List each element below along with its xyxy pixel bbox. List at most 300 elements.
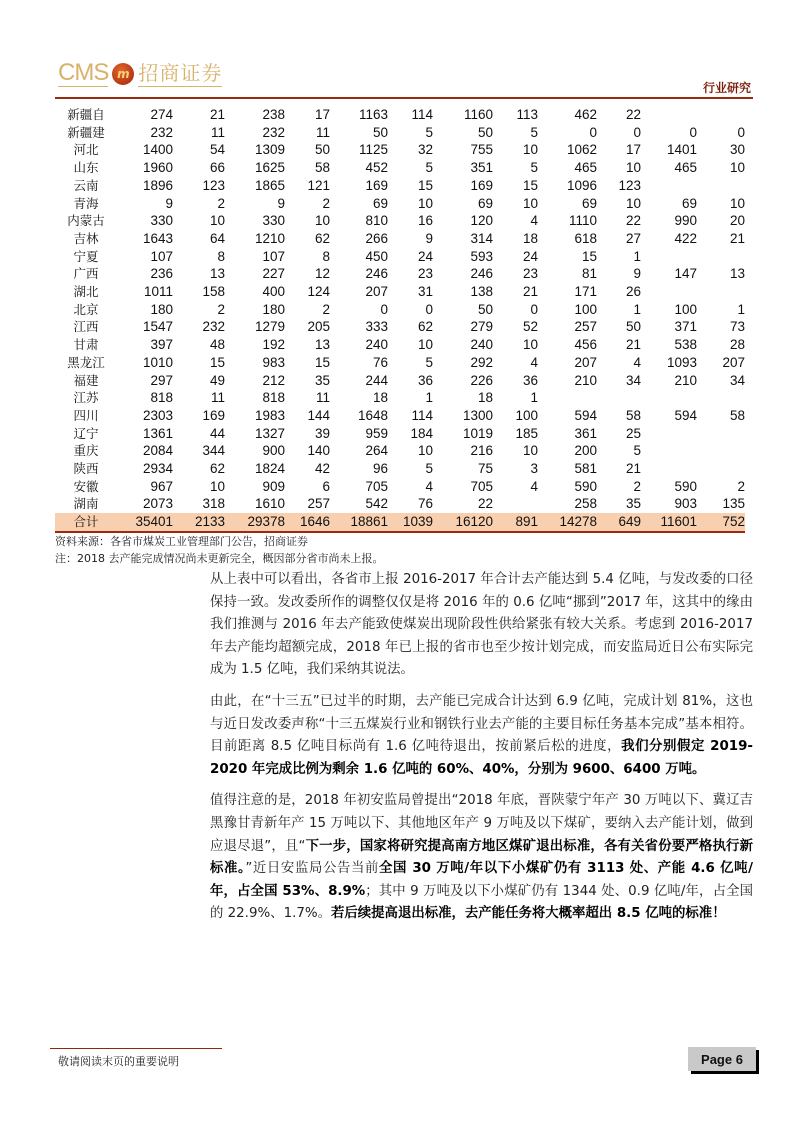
value-cell: 48 [209,337,225,353]
value-cell: 34 [729,372,745,388]
value-cell: 107 [150,248,173,264]
value-cell: 5 [425,461,433,477]
value-cell: 135 [722,496,745,512]
value-cell: 705 [470,478,493,494]
value-cell: 216 [470,443,493,459]
value-cell: 900 [262,443,285,459]
logo-seal-icon: m [112,63,134,85]
value-cell: 10 [417,195,433,211]
value-cell: 207 [574,354,597,370]
table-row [55,372,745,390]
value-cell: 184 [410,425,433,441]
value-cell: 236 [150,266,173,282]
value-cell: 2 [322,301,330,317]
value-cell: 264 [365,443,388,459]
value-cell: 959 [365,425,388,441]
value-cell: 17 [314,107,330,122]
value-cell: 2073 [142,496,173,512]
value-cell: 266 [365,230,388,246]
value-cell: 21 [625,337,641,353]
table-row [55,301,745,319]
province-cell: 湖南 [73,496,99,512]
province-cell: 湖北 [73,284,99,300]
value-cell: 238 [262,107,285,122]
value-cell: 2 [737,478,745,494]
section-tag: 行业研究 [702,81,751,95]
value-cell: 66 [209,160,225,176]
value-cell: 10 [209,213,225,229]
value-cell: 4 [425,478,433,494]
value-cell: 169 [470,177,493,193]
value-cell: 18861 [330,513,388,532]
value-cell: 23 [522,266,538,282]
table-row [55,460,745,478]
value-cell: 314 [470,230,493,246]
province-cell: 内蒙古 [67,213,105,229]
province-cell: 青海 [73,195,99,211]
table-row [55,442,745,460]
text: 值得注意的是，2018 年初安监局曾提出“2018 年底，晋陕蒙宁年产 30 万吨以下、冀辽吉黑豫甘青新年产 15 万吨以下、其他地区年产 9 万吨及以下煤矿，要纳入去产能计划，做到应退尽退”，且“ [210,793,753,854]
value-cell [641,442,697,460]
value-cell: 11 [315,390,330,406]
value-cell: 26 [625,284,641,300]
footer-notice: 敬请阅读末页的重要说明 [58,1055,179,1068]
logo-cn: 招商证券 [138,61,223,85]
value-cell: 100 [515,407,538,423]
value-cell: 8 [322,248,330,264]
value-cell: 31 [417,284,433,300]
value-cell: 10 [729,195,745,211]
value-cell: 13 [314,337,330,353]
value-cell: 244 [365,372,388,388]
value-cell: 6 [322,478,330,494]
value-cell: 257 [307,496,330,512]
value-cell: 114 [411,407,433,423]
value-cell: 5 [530,160,538,176]
value-cell: 1361 [142,425,173,441]
province-cell: 福建 [73,372,99,388]
company-logo [58,60,222,87]
value-cell: 9 [277,195,285,211]
table-row [55,177,745,195]
value-cell: 2133 [173,513,225,532]
value-cell: 140 [307,443,330,459]
value-cell: 11 [315,124,330,140]
value-cell: 11601 [641,513,697,532]
value-cell: 2 [217,195,225,211]
value-cell: 232 [150,124,173,140]
value-cell: 124 [307,284,330,300]
value-cell: 1210 [254,230,285,246]
table-row [55,354,745,372]
province-cell: 新疆自 [67,107,105,122]
header-divider [55,97,753,99]
value-cell: 16 [417,213,433,229]
value-cell: 8 [217,248,225,264]
value-cell: 10 [522,443,538,459]
province-cell: 广西 [73,266,99,282]
value-cell: 96 [372,461,388,477]
table-row [55,265,745,283]
value-cell: 1824 [254,461,285,477]
value-cell: 422 [674,230,697,246]
value-cell: 2 [633,478,641,494]
value-cell: 258 [574,496,597,512]
value-cell: 10 [729,160,745,176]
value-cell [697,106,745,124]
value-cell: 351 [470,160,493,176]
table-row [55,106,745,124]
value-cell: 246 [470,266,493,282]
table-row [55,124,745,142]
value-cell: 810 [365,213,388,229]
value-cell: 14278 [538,513,597,532]
paragraph [210,569,753,682]
value-cell: 200 [574,443,597,459]
value-cell: 185 [515,425,538,441]
value-cell [641,283,697,301]
value-cell: 11 [210,124,225,140]
table-row [55,425,745,443]
value-cell [697,283,745,301]
value-cell: 967 [150,478,173,494]
value-cell: 705 [365,478,388,494]
value-cell: 17 [625,142,641,158]
value-cell: 1648 [357,407,388,423]
value-cell: 752 [697,513,745,532]
value-cell: 1896 [142,177,173,193]
value-cell: 16120 [433,513,493,532]
value-cell: 465 [674,160,697,176]
value-cell: 50 [477,301,493,317]
value-cell: 69 [477,195,493,211]
value-cell: 58 [729,407,745,423]
value-cell: 13 [209,266,225,282]
paragraph [210,790,753,926]
value-cell [697,248,745,266]
value-cell: 5 [633,443,641,459]
value-cell: 13 [729,266,745,282]
value-cell: 22 [477,496,493,512]
value-cell [538,389,597,407]
value-cell: 21 [625,461,641,477]
value-cell: 232 [262,124,285,140]
value-cell: 246 [365,266,388,282]
value-cell: 1983 [254,407,285,423]
value-cell: 5 [530,124,538,140]
value-cell: 15 [581,248,597,264]
value-cell: 590 [674,478,697,494]
value-cell: 62 [314,230,330,246]
value-cell: 10 [625,160,641,176]
value-cell: 69 [581,195,597,211]
value-cell: 29378 [225,513,285,532]
value-cell: 120 [470,213,493,229]
paragraph [210,691,753,781]
value-cell [697,460,745,478]
value-cell: 147 [674,266,697,282]
province-cell: 安徽 [73,478,99,494]
bold-text: 我们分别假定 2019-2020 年完成比例为剩余 1.6 亿吨的 60%、40%，分别为 9600、6400 万吨。 [210,739,753,777]
province-cell: 河北 [73,142,99,158]
province-cell: 合计 [55,513,117,532]
table-row [55,407,745,425]
value-cell: 50 [625,319,641,335]
value-cell: 27 [625,230,641,246]
value-cell: 462 [574,107,597,122]
value-cell: 232 [202,319,225,335]
province-cell: 陕西 [73,461,99,477]
text: 由此，在“十三五”已过半的时期，去产能已完成合计达到 6.9 亿吨，完成计划 81%，这也与近日发改委声称“十三五煤炭行业和钢铁行业去产能的主要目标任务基本完成”基本相符。目前距离 8.5 亿吨目标尚有 1.6 亿吨待退出，按前紧后松的进度， [210,693,753,755]
value-cell: 158 [202,284,225,300]
value-cell: 12 [314,266,330,282]
table-row [55,283,745,301]
value-cell: 594 [574,407,597,423]
table-notes [55,533,384,567]
province-cell: 甘肃 [73,337,99,353]
value-cell: 180 [262,301,285,317]
footnote: 注：2018 去产能完成情况尚未更新完全，概因部分省市尚未上报。 [55,552,384,565]
value-cell: 35401 [117,513,173,532]
value-cell [597,389,641,407]
value-cell: 1163 [358,107,388,122]
value-cell: 891 [493,513,538,532]
value-cell: 62 [209,461,225,477]
province-cell: 重庆 [73,443,99,459]
value-cell: 58 [625,407,641,423]
value-cell: 1 [737,301,745,317]
value-cell: 18 [522,230,538,246]
value-cell: 1160 [463,107,493,122]
table-row [55,230,745,248]
value-cell: 3 [530,461,538,477]
value-cell [641,389,697,407]
table-row [55,389,745,407]
value-cell: 113 [516,107,538,122]
value-cell: 5 [425,124,433,140]
province-cell: 云南 [73,177,99,193]
value-cell: 1125 [358,142,388,158]
value-cell: 1865 [254,177,285,193]
value-cell: 344 [202,443,225,459]
value-cell: 30 [729,142,745,158]
value-cell: 207 [365,284,388,300]
value-cell [697,425,745,443]
value-cell: 21 [729,230,745,246]
value-cell: 4 [530,213,538,229]
value-cell: 10 [522,195,538,211]
value-cell: 11 [210,390,225,406]
value-cell: 279 [470,319,493,335]
value-cell: 18 [372,390,388,406]
value-cell: 100 [674,301,697,317]
value-cell: 538 [674,337,697,353]
bold-text: 下一步，国家将研究提高南方地区煤矿退出标准，各有关省份要严格执行新标准。 [210,838,754,877]
value-cell: 15 [417,177,433,193]
page-number: Page 6 [688,1047,756,1071]
value-cell: 1011 [143,284,173,300]
value-cell: 64 [209,230,225,246]
value-cell: 1643 [142,230,173,246]
value-cell: 226 [470,372,493,388]
value-cell: 9 [165,195,173,211]
value-cell: 1110 [568,213,597,229]
value-cell: 0 [689,124,697,140]
value-cell: 169 [202,407,225,423]
value-cell: 9 [425,230,433,246]
value-cell: 36 [522,372,538,388]
table-row [55,248,745,266]
value-cell: 1400 [142,142,173,158]
value-cell: 1309 [254,142,285,158]
value-cell [697,442,745,460]
value-cell: 15 [314,354,330,370]
value-cell: 62 [417,319,433,335]
value-cell: 2934 [142,461,173,477]
value-cell: 10 [417,337,433,353]
value-cell: 1300 [462,407,493,423]
value-cell: 36 [417,372,433,388]
value-cell: 212 [262,372,285,388]
value-cell [641,460,697,478]
table-row [55,495,745,513]
value-cell: 1401 [666,142,697,158]
table-row [55,195,745,213]
value-cell: 22 [625,213,641,229]
value-cell: 39 [314,425,330,441]
province-cell: 辽宁 [73,425,99,441]
table-row [55,336,745,354]
value-cell: 205 [307,319,330,335]
value-cell: 755 [470,142,493,158]
province-cell: 江西 [73,319,99,335]
value-cell: 227 [262,266,285,282]
capacity-table [55,106,745,533]
value-cell: 297 [150,372,173,388]
value-cell: 1 [530,390,538,406]
value-cell: 81 [581,266,597,282]
province-cell: 吉林 [73,230,99,246]
value-cell: 1096 [566,177,597,193]
value-cell: 114 [411,107,433,122]
body-text [210,569,753,935]
value-cell: 25 [625,425,641,441]
table-total-row [55,513,745,532]
value-cell: 397 [150,337,173,353]
value-cell: 107 [262,248,285,264]
value-cell: 5 [425,160,433,176]
value-cell: 58 [314,160,330,176]
value-cell: 983 [262,354,285,370]
value-cell: 292 [470,354,493,370]
value-cell: 456 [574,337,597,353]
value-cell: 818 [150,390,173,406]
value-cell: 18 [477,390,493,406]
value-cell [697,389,745,407]
value-cell: 69 [372,195,388,211]
value-cell: 990 [674,213,697,229]
value-cell: 123 [202,177,225,193]
value-cell: 22 [625,107,641,122]
value-cell: 42 [314,461,330,477]
value-cell: 10 [522,142,538,158]
value-cell: 618 [574,230,597,246]
value-cell: 903 [674,496,697,512]
value-cell: 10 [314,213,330,229]
value-cell: 909 [262,478,285,494]
value-cell: 1019 [462,425,493,441]
value-cell: 50 [314,142,330,158]
value-cell: 1646 [285,513,330,532]
province-cell: 江苏 [73,390,99,406]
table-row [55,318,745,336]
text: 从上表中可以看出，各省市上报 2016-2017 年合计去产能达到 5.4 亿吨，与发改委的口径保持一致。发改委所作的调整仅仅是将 2016 年的 0.6 亿吨“挪到”2017 年，这其中的缘由我们推测与 2016 年去产能致使煤炭出现阶段性供给紧张有较大关系。考虑到 2016-2017 年去产能均超额完成，2018 年已上报的省市也至少按计划完成，而安监局近日公布实际完成为 1.5 亿吨，我们采纳其说法。 [210,572,753,678]
value-cell: 54 [209,142,225,158]
value-cell: 144 [307,407,330,423]
value-cell [641,106,697,124]
value-cell: 138 [470,284,493,300]
value-cell: 590 [574,478,597,494]
value-cell: 581 [574,461,597,477]
value-cell: 1062 [566,142,597,158]
province-cell: 山东 [73,160,99,176]
value-cell: 0 [633,124,641,140]
province-cell: 黑龙江 [67,354,105,370]
value-cell: 121 [307,177,330,193]
value-cell: 34 [625,372,641,388]
logo-en: CMS [58,59,109,86]
province-cell: 新疆建 [67,124,105,140]
value-cell: 180 [150,301,173,317]
province-cell: 宁夏 [73,248,99,264]
value-cell: 15 [209,354,225,370]
value-cell: 400 [262,284,285,300]
value-cell: 50 [477,124,493,140]
value-cell: 210 [674,372,697,388]
value-cell: 123 [618,177,641,193]
value-cell: 361 [574,425,597,441]
value-cell: 1625 [254,160,285,176]
value-cell: 24 [417,248,433,264]
value-cell: 50 [372,124,388,140]
value-cell: 330 [262,213,285,229]
value-cell: 20 [729,213,745,229]
table-row [55,141,745,159]
value-cell: 9 [633,266,641,282]
value-cell [641,425,697,443]
value-cell: 371 [674,319,697,335]
value-cell: 73 [729,319,745,335]
value-cell: 28 [729,337,745,353]
value-cell: 32 [417,142,433,158]
value-cell: 1 [633,301,641,317]
bold-text: 全国 30 万吨/年以下小煤矿仍有 3113 处、产能 4.6 亿吨/年，占全国 53%、8.9% [210,861,753,899]
value-cell: 330 [150,213,173,229]
value-cell: 1039 [388,513,433,532]
value-cell: 1279 [254,319,285,335]
value-cell: 2084 [142,443,173,459]
value-cell: 100 [574,301,597,317]
value-cell: 21 [522,284,538,300]
value-cell: 2 [322,195,330,211]
value-cell: 1 [425,390,433,406]
value-cell: 649 [597,513,641,532]
value-cell: 10 [625,195,641,211]
value-cell [493,495,538,513]
value-cell: 192 [262,337,285,353]
province-cell: 四川 [73,407,99,423]
value-cell: 15 [522,177,538,193]
